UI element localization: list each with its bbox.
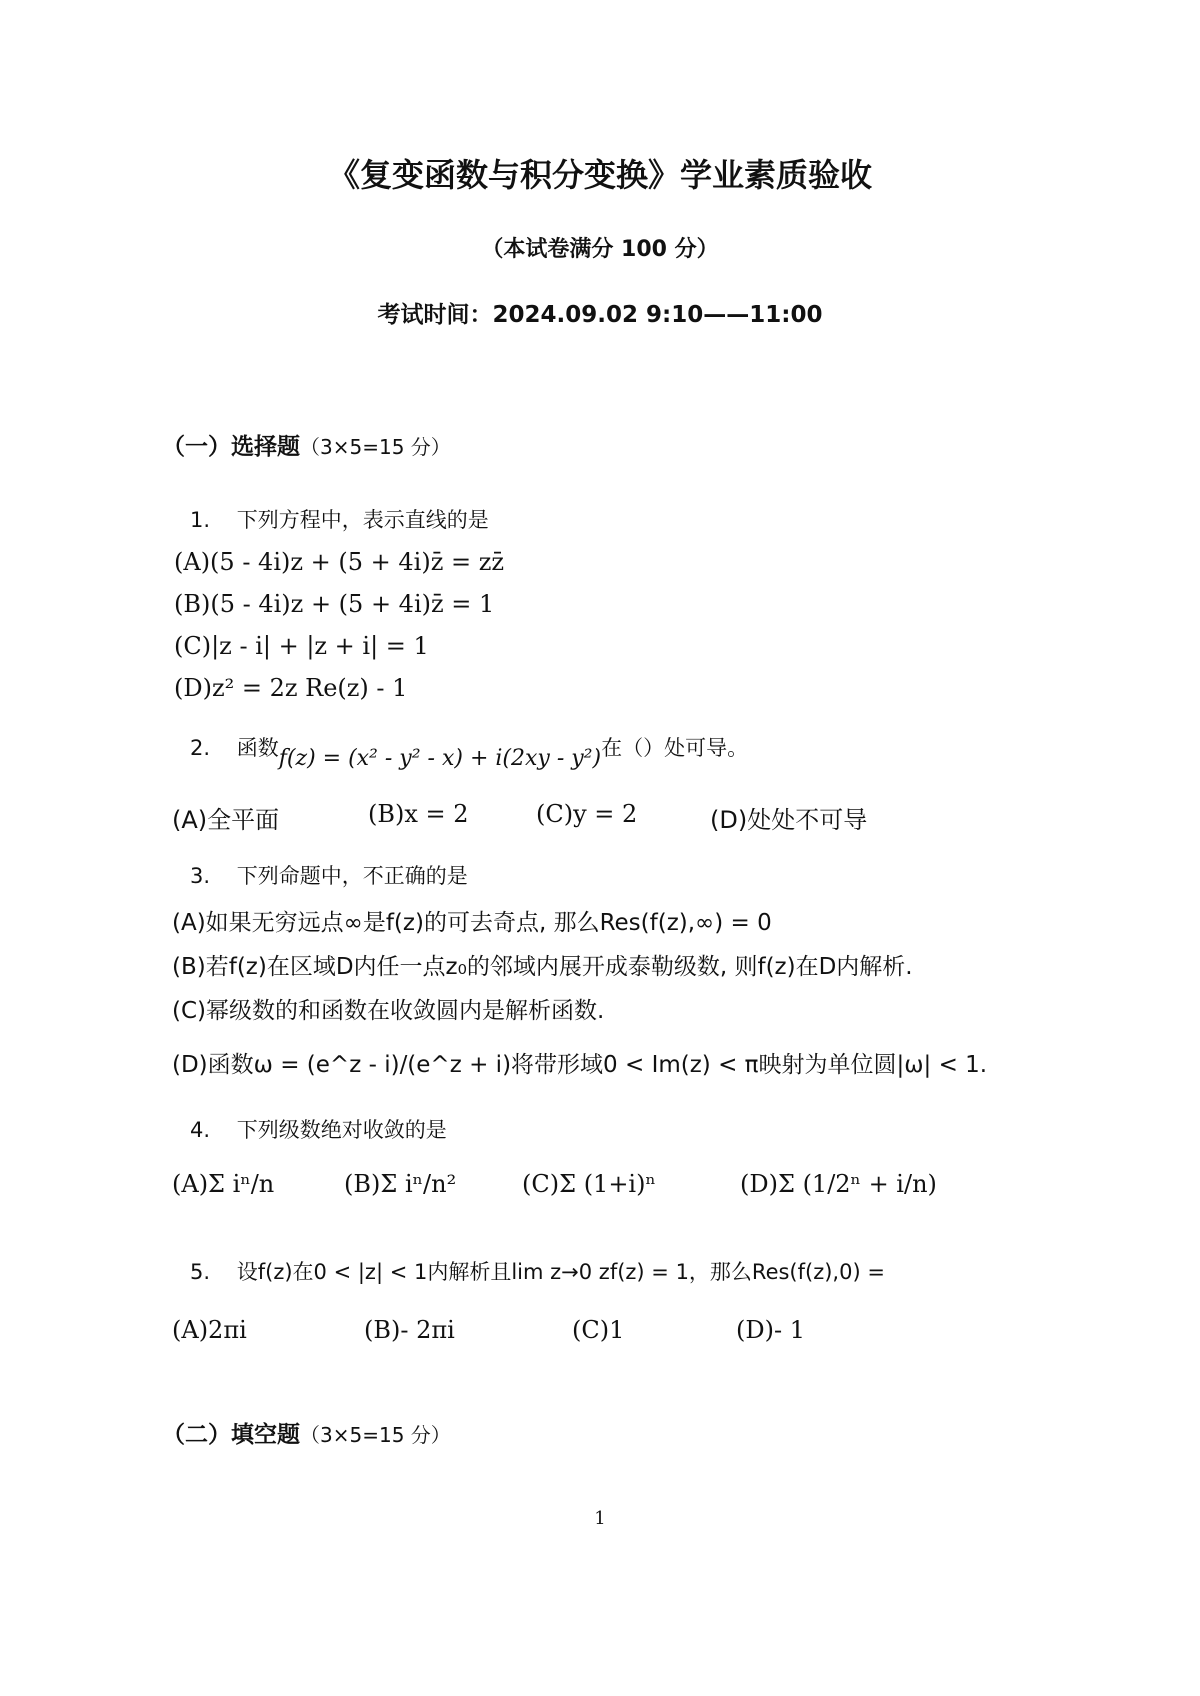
question-3-text: 下列命题中，不正确的是 [236,864,468,888]
question-5-option-b: (B)- 2πi [364,1316,455,1344]
question-4-text: 下列级数绝对收敛的是 [236,1118,447,1142]
question-4-number: 4. [190,1118,211,1142]
exam-time: 考试时间：2024.09.02 9:10——11:00 [377,302,823,328]
question-1-option-d: (D)z² = 2z Re(z) - 1 [174,674,408,702]
question-5-option-d: (D)- 1 [736,1316,805,1344]
page-number: 1 [594,1508,606,1529]
question-2-number: 2. [190,736,211,760]
question-5-stem [190,1256,885,1286]
question-2-option-d: (D)处处不可导 [710,806,868,834]
question-3-option-c: (C)幂级数的和函数在收敛圆内是解析函数. [172,998,605,1024]
question-2-formula: f(z) = (x² - y² - x) + i(2xy - y²) [278,746,602,771]
question-3-option-d: (D)函数ω = (e^z - i)/(e^z + i)将带形域0 < Im(z) < π映射为单位圆|ω| < 1. [172,1052,988,1078]
question-2-option-b: (B)x = 2 [368,800,469,828]
question-1-text: 下列方程中，表示直线的是 [236,508,489,532]
question-5-option-a: (A)2πi [172,1316,247,1344]
question-4-option-b: (B)Σ iⁿ/n² [344,1170,457,1198]
exam-title: 《复变函数与积分变换》学业素质验收 [327,156,872,194]
question-2-stem [190,732,749,771]
exam-subtitle: （本试卷满分 100 分） [481,237,719,262]
section-fill-points: （3×5=15 分） [300,1423,451,1447]
section-choice-heading [162,428,451,461]
question-4-stem [190,1114,447,1144]
question-5-text: 设f(z)在0 < |z| < 1内解析且lim z→0 zf(z) = 1，那么Res(f(z),0) = [236,1260,885,1284]
question-4-option-a: (A)Σ iⁿ/n [172,1170,275,1198]
question-3-stem [190,860,468,890]
question-1-option-b: (B)(5 - 4i)z + (5 + 4i)z̄ = 1 [174,590,495,618]
question-1-number: 1. [190,508,211,532]
question-2-text-after: 在（）处可导。 [601,736,749,760]
question-2-option-c: (C)y = 2 [536,800,638,828]
section-choice-points: （3×5=15 分） [300,435,451,459]
question-3-option-a: (A)如果无穷远点∞是f(z)的可去奇点, 那么Res(f(z),∞) = 0 [172,910,772,936]
section-fill-heading [162,1416,451,1449]
question-2-option-a: (A)全平面 [172,806,280,834]
question-4-option-d: (D)Σ (1/2ⁿ + i/n) [740,1170,937,1198]
question-4-option-c: (C)Σ (1+i)ⁿ [522,1170,656,1198]
question-3-option-b: (B)若f(z)在区域D内任一点z₀的邻域内展开成泰勒级数, 则f(z)在D内解析. [172,954,913,980]
question-2-text-before: 函数 [236,736,279,760]
section-choice-title: （一）选择题 [162,434,300,460]
question-3-number: 3. [190,864,211,888]
question-1-option-c: (C)|z - i| + |z + i| = 1 [174,632,429,660]
question-1-stem [190,504,489,534]
question-5-number: 5. [190,1260,211,1284]
question-5-option-c: (C)1 [572,1316,625,1344]
section-fill-title: （二）填空题 [162,1422,300,1448]
question-1-option-a: (A)(5 - 4i)z + (5 + 4i)z̄ = zz̄ [174,548,504,576]
